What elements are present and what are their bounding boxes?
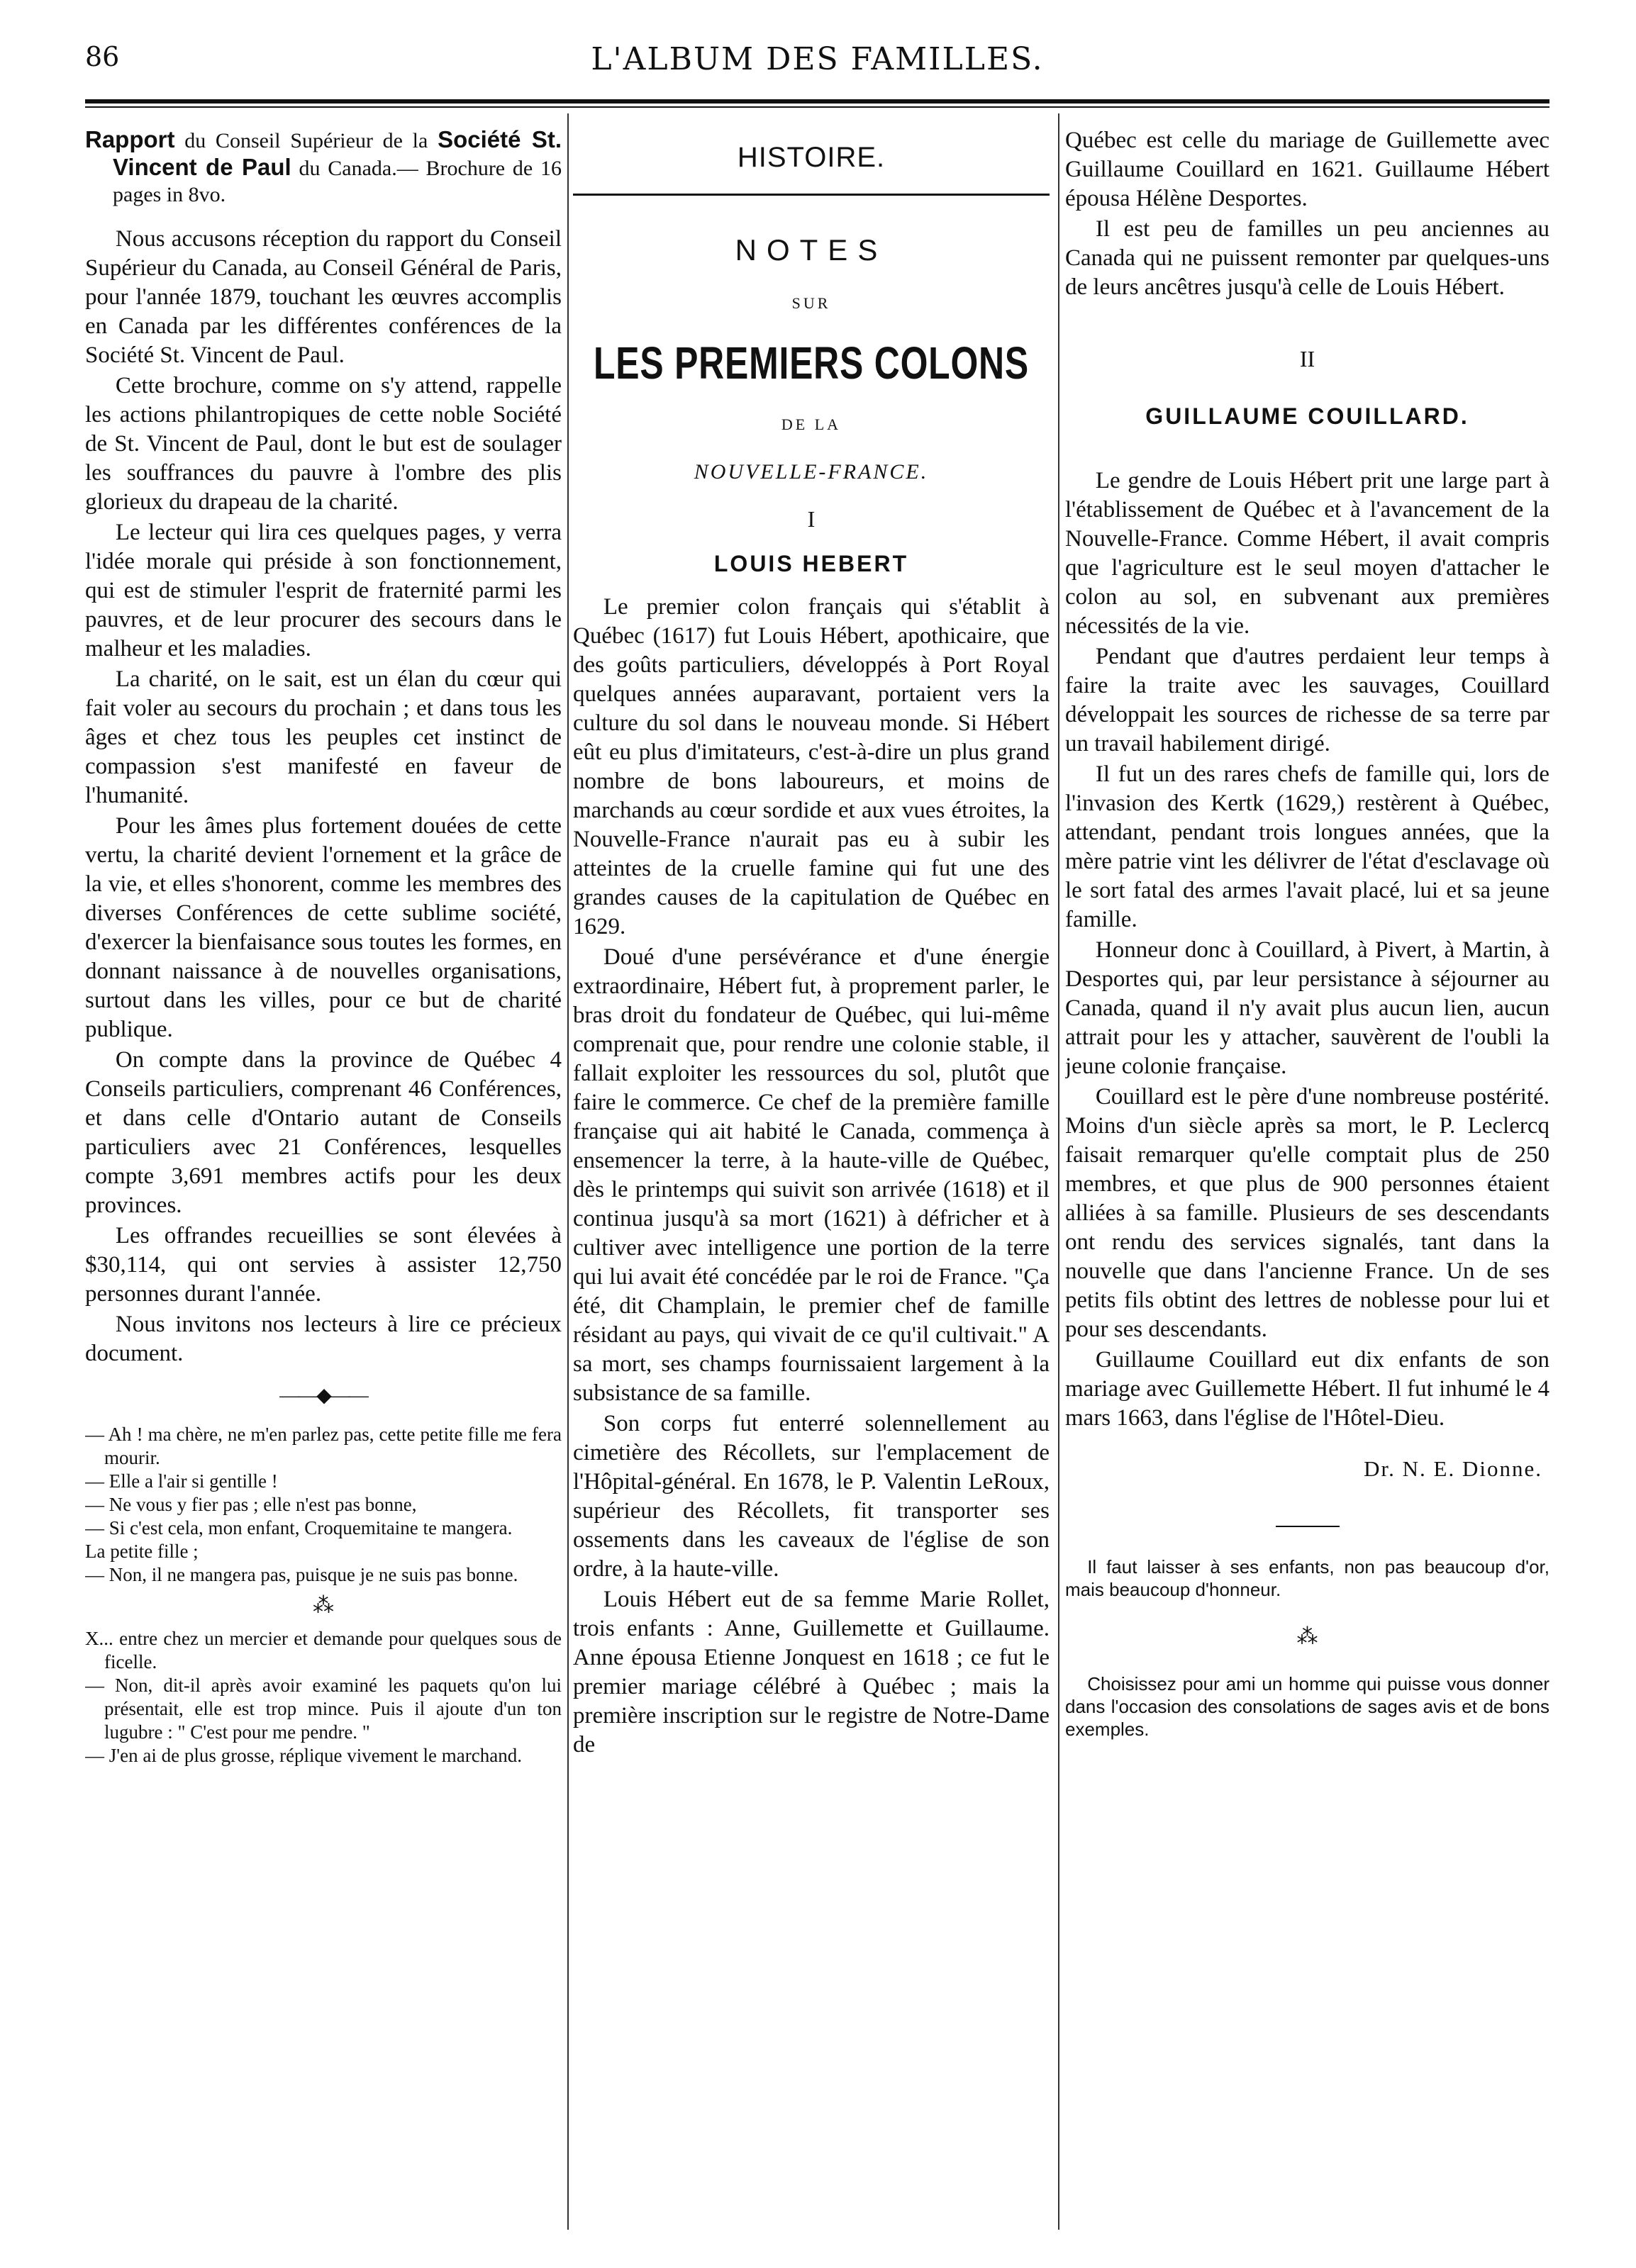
dialogue-line: — J'en ai de plus grosse, réplique vivement le marchand.	[85, 1745, 522, 1766]
paragraph: Pendant que d'autres perdaient leur temps à faire la traite avec les sauvages, Couillard développait les sources de richesse de sa terre par un travail habilement dirigé.	[1065, 644, 1549, 756]
paragraph: Guillaume Couillard eut dix enfants de son mariage avec Guillemette Hébert. Il fut inhumé le 4 mars 1663, dans l'église de l'Hôtel-Dieu.	[1065, 1347, 1549, 1431]
title-notes: NOTES	[735, 233, 888, 267]
paragraph: Pour les âmes plus fortement douées de cette vertu, la charité devient l'ornement et la grâce de la vie, et elles s'honorent, comme les membres des diverses Conférences de cette sublime société, d'exercer la bienfaisance sous toutes les formes, en donnant naissance à de nouvelles organisations, surtout dans les villes, pour ce but de charité publique.	[85, 813, 562, 1042]
article-title: LES PREMIERS COLONS	[594, 337, 1029, 389]
chapter-title: LOUIS HEBERT	[713, 551, 909, 576]
chapter-title: GUILLAUME COUILLARD.	[1145, 403, 1469, 429]
paragraph: Son corps fut enterré solennellement au cimetière des Récollets, sur l'emplacement de l'Hôpital-général. En 1678, le P. Valentin LeRoux, supérieur des Récollets, fit transporter ses ossements dans les caveaux de l'église de son ordre, à la haute-ville.	[573, 1411, 1050, 1582]
page-header	[85, 41, 1549, 84]
paragraph: On compte dans la province de Québec 4 Conseils particuliers, comprenant 46 Conférences, et dans celle d'Ontario autant de Conseils particuliers avec 21 Conférences, lesquelles compte 3,691 membres actifs pour les deux provinces.	[85, 1047, 562, 1218]
header-rule	[85, 99, 1549, 104]
asterism: ⁂	[313, 1594, 334, 1617]
title-de-la: DE LA	[781, 415, 842, 433]
paragraph: Le gendre de Louis Hébert prit une large part à l'établissement de Québec et à l'avancement de la Nouvelle-France. Comme Hébert, il avait compris que l'agriculture est le seul moyen d'attacher le colon au sol, en subvenant aux premières nécessités de la vie.	[1065, 468, 1549, 639]
dialogue-line: — Ne vous y fier pas ; elle n'est pas bonne,	[85, 1494, 417, 1515]
ornament-separator: ——◆——	[279, 1385, 367, 1407]
maxim: Il faut laisser à ses enfants, non pas beaucoup d'or, mais beaucoup d'honneur.	[1065, 1556, 1549, 1600]
section-rule	[573, 194, 1050, 196]
notice-text: du Canada.— Brochure de 16 pages in 8vo.	[113, 157, 562, 206]
paragraph: La charité, on le sait, est un élan du cœur qui fait voler au secours du prochain ; et dans tous les âges et chez tous les peuples cet instinct de compassion s'est manifesté en faveur de l'humanité.	[85, 666, 562, 808]
paragraph: Louis Hébert eut de sa femme Marie Rollet, trois enfants : Anne, Guillemette et Guillaume. Anne épousa Etienne Jonquest en 1618 ; ce fut le premier mariage célébré à Québec ; mais la première inscription sur le registre de Notre-Dame de	[573, 1587, 1050, 1758]
notice-society: Société St. Vincent de Paul	[113, 126, 562, 180]
header-rule-thin	[85, 106, 1549, 108]
paragraph: Doué d'une persévérance et d'une énergie extraordinaire, Hébert fut, à proprement parler, le bras droit du fondateur de Québec, qui lui-même comprenait que, pour rendre une colonie stable, il fallait exploiter les ressources du sol, plutôt que faire le commerce. Ce chef de la première famille française qui ait habité le Canada, commença à ensemencer la terre, à la haute-ville de Québec, dès le printemps qui suivit son arrivée (1618) et il continua jusqu'à sa mort (1621) à défricher et à cultiver avec intelligence une portion de la terre qui lui avait été concédée par le roi de France. "Ça été, dit Champlain, le premier chef de famille résidant au pays, qui vivait de ce qu'il cultivait." A sa mort, ses champs fournissaient largement à la subsistance de sa famille.	[573, 944, 1050, 1406]
column-divider	[1058, 113, 1059, 2230]
paragraph: Il est peu de familles un peu anciennes au Canada qui ne puissent remonter par quelques-uns de leurs ancêtres jusqu'à celle de Louis Hébert.	[1065, 216, 1549, 300]
maxim: Choisissez pour ami un homme qui puisse vous donner dans l'occasion des consolations de sages avis et de bons exemples.	[1065, 1673, 1549, 1740]
paragraph: Nous invitons nos lecteurs à lire ce précieux document.	[85, 1312, 562, 1366]
chapter-number: II	[1299, 346, 1315, 372]
paragraph: Le premier colon français qui s'établit à Québec (1617) fut Louis Hébert, apothicaire, que des goûts particuliers, développés à Port Royal quelques années auparavant, portaient vers la culture du sol dans le nouveau monde. Si Hébert eût eu plus d'imitateurs, c'est-à-dire un plus grand nombre de bons laboureurs, et moins de marchands au cœur sordide et aux vues étroites, la Nouvelle-France n'aurait pas eu à subir les atteintes de la cruelle famine qui fut une des grandes causes de la capitulation de Québec en 1629.	[573, 594, 1050, 939]
paragraph: Honneur donc à Couillard, à Pivert, à Martin, à Desportes qui, par leur persistance à séjourner au Canada, quand il n'y avait plus aucun lien, aucun attrait pour les y attacher, sauvèrent de l'oubli la jeune colonie française.	[1065, 937, 1549, 1079]
dialogue-line: — Elle a l'air si gentille !	[85, 1470, 278, 1492]
dialogue-line: — Non, il ne mangera pas, puisque je ne suis pas bonne.	[85, 1564, 518, 1585]
asterism: ⁂	[1296, 1625, 1318, 1648]
book-notice	[85, 126, 562, 208]
paragraph: Il fut un des rares chefs de famille qui, lors de l'invasion des Kertk (1629,) restèrent à Québec, attendant, pendant trois longues années, que la mère patrie vint les délivrer de l'état d'esclavage où le sort fatal des armes l'avait placé, lui et sa jeune famille.	[1065, 761, 1549, 932]
column-left	[85, 126, 562, 2225]
dialogue-line: La petite fille ;	[85, 1541, 199, 1562]
title-sur: SUR	[791, 294, 831, 312]
title-nouvelle-france: NOUVELLE-FRANCE.	[694, 460, 929, 484]
chapter-number: I	[807, 506, 816, 532]
paragraph: Les offrandes recueillies se sont élevées à $30,114, qui ont servies à assister 12,750 personnes durant l'année.	[85, 1223, 562, 1307]
notice-title: Rapport	[85, 126, 175, 152]
column-right	[1065, 126, 1549, 2225]
section-heading: HISTOIRE.	[737, 142, 886, 173]
notice-text: du Conseil Supérieur de la	[184, 129, 428, 152]
dialogue-line: — Non, dit-il après avoir examiné les paquets qu'on lui présentait, elle est trop mince. Puis il ajoute d'un ton lugubre : " C'est pour me pendre. "	[85, 1675, 562, 1743]
dialogue-line: — Si c'est cela, mon enfant, Croquemitaine te mangera.	[85, 1517, 513, 1538]
anecdote-2	[85, 1627, 562, 1767]
column-divider	[567, 113, 569, 2230]
dialogue-line: — Ah ! ma chère, ne m'en parlez pas, cette petite fille me fera mourir.	[85, 1424, 562, 1468]
dialogue-line: X... entre chez un mercier et demande pour quelques sous de ficelle.	[85, 1628, 562, 1672]
paragraph: Québec est celle du mariage de Guillemette avec Guillaume Couillard en 1621. Guillaume Hébert épousa Hélène Desportes.	[1065, 128, 1549, 211]
anecdote-1	[85, 1423, 562, 1587]
running-title: L'ALBUM DES FAMILLES.	[591, 41, 1044, 77]
page-number: 86	[85, 41, 120, 72]
paragraph: Nous accusons réception du rapport du Conseil Supérieur du Canada, au Conseil Général de Paris, pour l'année 1879, touchant les œuvres accomplis en Canada par les différentes conférences de la Société St. Vincent de Paul.	[85, 226, 562, 368]
column-middle	[573, 126, 1050, 2225]
paragraph: Le lecteur qui lira ces quelques pages, y verra l'idée morale qui préside à son fonctionnement, qui est de stimuler l'esprit de fraternité parmi les pauvres, et de leur procurer des secours dans le malheur et les maladies.	[85, 520, 562, 661]
paragraph: Couillard est le père d'une nombreuse postérité. Moins d'un siècle après sa mort, le P. Leclercq faisait remarquer qu'elle comptait plus de 250 membres, et que plus de 900 personnes étaient alliées à sa famille. Plusieurs de ses descendants ont rendu des services signalés, tant dans la nouvelle que dans l'ancienne France. Un de ses petits fils obtint des lettres de noblesse pour lui et pour ses descendants.	[1065, 1084, 1549, 1342]
short-rule	[1276, 1526, 1340, 1527]
author-signature: Dr. N. E. Dionne.	[1364, 1456, 1542, 1481]
paragraph: Cette brochure, comme on s'y attend, rappelle les actions philantropiques de cette noble Société de St. Vincent de Paul, dont le but est de soulager les souffrances du pauvre à l'ombre des plis glorieux du drapeau de la charité.	[85, 373, 562, 515]
